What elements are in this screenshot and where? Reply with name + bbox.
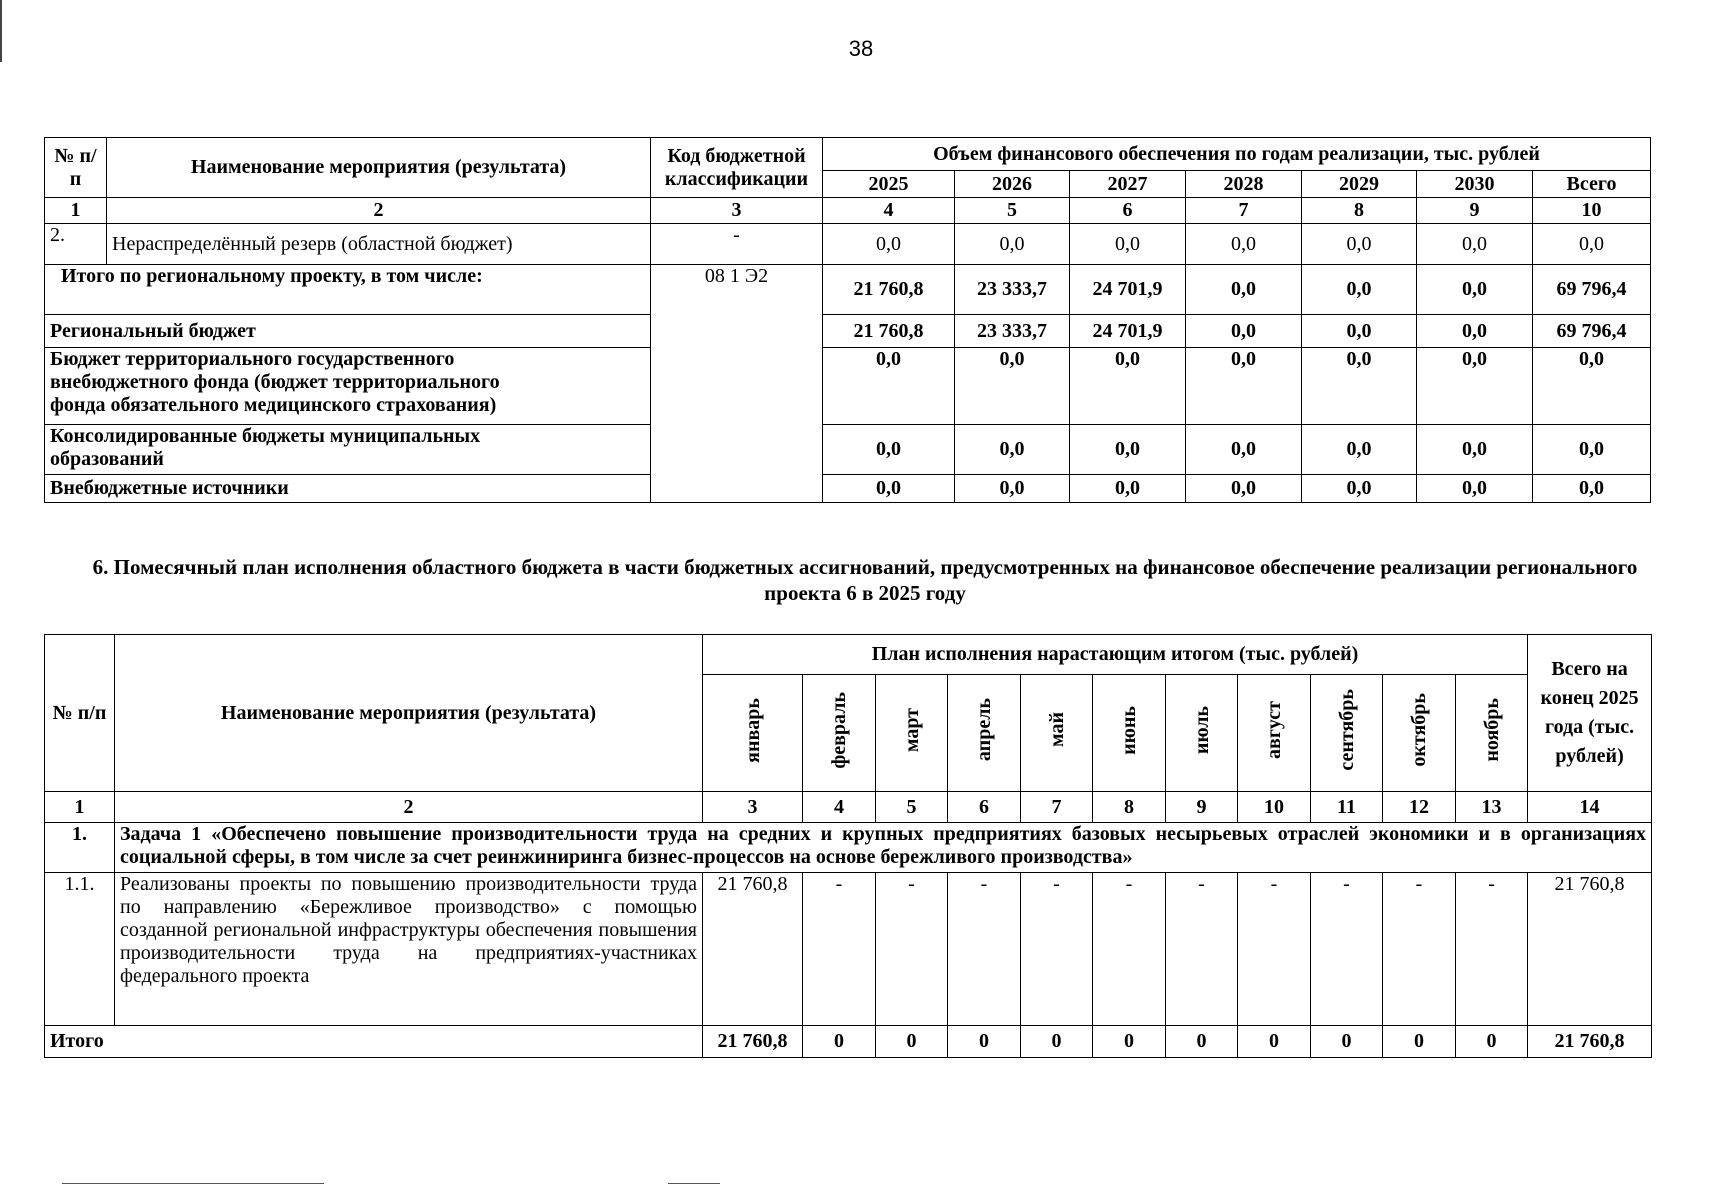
row-total: 21 760,8 — [1528, 873, 1652, 1026]
col-index: 13 — [1456, 792, 1528, 823]
value-cell: 0 — [1238, 1026, 1311, 1058]
col-index: 6 — [948, 792, 1021, 823]
column-index-row — [45, 792, 1652, 823]
month-header-april: апрель — [948, 675, 1021, 792]
value-cell: - — [876, 873, 948, 1026]
month-header-november: ноябрь — [1456, 675, 1528, 792]
month-header-july: июль — [1166, 675, 1238, 792]
value-cell: 0,0 — [1417, 475, 1533, 503]
col-index: 8 — [1093, 792, 1166, 823]
col-index: 1 — [45, 792, 115, 823]
year-header: 2026 — [955, 171, 1070, 198]
col-index: 2 — [115, 792, 703, 823]
value-cell: 0,0 — [1417, 265, 1533, 315]
col-index: 2 — [107, 198, 651, 224]
value-cell: 0,0 — [1302, 265, 1417, 315]
row-name: Реализованы проекты по повышению производительности труда по направлению «Бережливое производство» с помощью созданной региональной инфраструктуры обеспечения повышения производительности труда на предприятиях-участниках федерального проекта — [115, 873, 703, 1026]
table-row — [45, 873, 1652, 1026]
table-row — [45, 224, 1651, 265]
header-num: № п/п — [45, 138, 107, 198]
header-name: Наименование мероприятия (результата) — [115, 635, 703, 792]
value-cell: 21 760,8 — [823, 265, 955, 315]
value-cell: 24 701,9 — [1070, 265, 1186, 315]
month-header-september: сентябрь — [1311, 675, 1383, 792]
table-row — [45, 475, 1651, 503]
footer-line — [62, 1183, 324, 1184]
year-header: 2025 — [823, 171, 955, 198]
col-index: 3 — [703, 792, 803, 823]
header-row — [45, 138, 1651, 171]
value-cell: 0,0 — [1186, 224, 1302, 265]
total-label: Итого — [45, 1026, 703, 1058]
row-name: Региональный бюджет — [45, 315, 651, 348]
value-cell: 21 760,8 — [703, 873, 803, 1026]
value-cell: 69 796,4 — [1533, 315, 1651, 348]
col-index: 10 — [1533, 198, 1651, 224]
year-header: 2029 — [1302, 171, 1417, 198]
value-cell: 0 — [876, 1026, 948, 1058]
month-header-august: август — [1238, 675, 1311, 792]
value-cell: 0,0 — [1417, 348, 1533, 425]
value-cell: 0,0 — [1302, 348, 1417, 425]
value-cell: 0,0 — [1533, 224, 1651, 265]
month-header-february: февраль — [803, 675, 876, 792]
col-index: 5 — [955, 198, 1070, 224]
value-cell: - — [1383, 873, 1456, 1026]
header-total: Всего на конец 2025 года (тыс. рублей) — [1528, 635, 1652, 792]
col-index: 1 — [45, 198, 107, 224]
footer-line — [668, 1183, 720, 1184]
value-cell: 24 701,9 — [1070, 315, 1186, 348]
value-cell: 0,0 — [1070, 425, 1186, 475]
value-cell: 21 760,8 — [703, 1026, 803, 1058]
col-index: 7 — [1186, 198, 1302, 224]
col-index: 6 — [1070, 198, 1186, 224]
col-index: 4 — [823, 198, 955, 224]
row-name: Внебюджетные источники — [45, 475, 651, 503]
value-cell: 0,0 — [823, 425, 955, 475]
task-row — [45, 823, 1652, 873]
header-row — [45, 635, 1652, 675]
funding-table — [44, 137, 1651, 503]
column-index-row — [45, 198, 1651, 224]
table-row — [45, 348, 1651, 425]
col-index: 4 — [803, 792, 876, 823]
value-cell: 0,0 — [1302, 425, 1417, 475]
year-header: 2030 — [1417, 171, 1533, 198]
value-cell: 0 — [948, 1026, 1021, 1058]
total-header: Всего — [1533, 171, 1651, 198]
value-cell: 0 — [1456, 1026, 1528, 1058]
value-cell: 0 — [1093, 1026, 1166, 1058]
total-row — [45, 1026, 1652, 1058]
row-code: 08 1 Э2 — [651, 265, 823, 503]
value-cell: 23 333,7 — [955, 315, 1070, 348]
table-row — [45, 315, 1651, 348]
month-header-may: май — [1021, 675, 1093, 792]
value-cell: 0,0 — [1533, 425, 1651, 475]
row-name: Нераспределённый резерв (областной бюджет) — [107, 224, 651, 265]
value-cell: 0,0 — [955, 348, 1070, 425]
value-cell: 0,0 — [1417, 224, 1533, 265]
value-cell: 0,0 — [823, 224, 955, 265]
col-index: 11 — [1311, 792, 1383, 823]
value-cell: 0,0 — [1070, 224, 1186, 265]
month-header-january: январь — [703, 675, 803, 792]
month-header-june: июнь — [1093, 675, 1166, 792]
value-cell: - — [1021, 873, 1093, 1026]
col-index: 14 — [1528, 792, 1652, 823]
value-cell: 0,0 — [1417, 315, 1533, 348]
table-row — [45, 265, 1651, 315]
value-cell: 0,0 — [1070, 348, 1186, 425]
value-cell: - — [1311, 873, 1383, 1026]
col-index: 5 — [876, 792, 948, 823]
year-header: 2028 — [1186, 171, 1302, 198]
header-funding: Объем финансового обеспечения по годам реализации, тыс. рублей — [823, 138, 1651, 171]
value-cell: 21 760,8 — [823, 315, 955, 348]
col-index: 8 — [1302, 198, 1417, 224]
header-plan: План исполнения нарастающим итогом (тыс. рублей) — [703, 635, 1528, 675]
row-name: Итого по региональному проекту, в том числе: — [45, 265, 651, 315]
value-cell: 0,0 — [1302, 224, 1417, 265]
grand-total: 21 760,8 — [1528, 1026, 1652, 1058]
value-cell: 0,0 — [1186, 348, 1302, 425]
month-header-october: октябрь — [1383, 675, 1456, 792]
col-index: 12 — [1383, 792, 1456, 823]
header-name: Наименование мероприятия (результата) — [107, 138, 651, 198]
task-num: 1. — [45, 823, 115, 873]
value-cell: 0,0 — [955, 425, 1070, 475]
section-title: 6. Помесячный план исполнения областного бюджета в части бюджетных ассигнований, предусмотренных на финансовое обеспечение реализации регионального проекта 6 в 2025 году — [92, 555, 1638, 605]
col-index: 3 — [651, 198, 823, 224]
value-cell: 0,0 — [1186, 315, 1302, 348]
value-cell: 0 — [1311, 1026, 1383, 1058]
row-num: 2. — [45, 224, 107, 265]
value-cell: 0,0 — [1302, 475, 1417, 503]
monthly-plan-table — [44, 634, 1652, 1058]
value-cell: - — [948, 873, 1021, 1026]
value-cell: 0,0 — [1533, 475, 1651, 503]
value-cell: 0,0 — [1302, 315, 1417, 348]
table-row — [45, 425, 1651, 475]
value-cell: - — [1456, 873, 1528, 1026]
value-cell: 0,0 — [1186, 475, 1302, 503]
value-cell: 0 — [803, 1026, 876, 1058]
page-number: 38 — [848, 36, 874, 61]
value-cell: - — [1238, 873, 1311, 1026]
value-cell: 0,0 — [1186, 265, 1302, 315]
row-num: 1.1. — [45, 873, 115, 1026]
value-cell: 0 — [1383, 1026, 1456, 1058]
value-cell: - — [1166, 873, 1238, 1026]
col-index: 9 — [1417, 198, 1533, 224]
value-cell: 23 333,7 — [955, 265, 1070, 315]
row-code: - — [651, 224, 823, 265]
value-cell: 0,0 — [1533, 348, 1651, 425]
value-cell: 0,0 — [823, 348, 955, 425]
value-cell: 0 — [1021, 1026, 1093, 1058]
header-num: № п/п — [45, 635, 115, 792]
value-cell: - — [1093, 873, 1166, 1026]
value-cell: 0,0 — [823, 475, 955, 503]
value-cell: 0 — [1166, 1026, 1238, 1058]
row-name: Бюджет территориального государственного внебюджетного фонда (бюджет территориального фонда обязательного медицинского страхования) — [45, 348, 651, 425]
header-code: Код бюджетной классификации — [651, 138, 823, 198]
value-cell: 69 796,4 — [1533, 265, 1651, 315]
task-text: Задача 1 «Обеспечено повышение производительности труда на средних и крупных предприятиях базовых несырьевых отраслей экономики и в организациях социальной сферы, в том числе за счет реинжиниринга бизнес-процессов на основе бережливого производства» — [115, 823, 1652, 873]
col-index: 9 — [1166, 792, 1238, 823]
month-header-march: март — [876, 675, 948, 792]
value-cell: 0,0 — [955, 475, 1070, 503]
col-index: 7 — [1021, 792, 1093, 823]
row-name: Консолидированные бюджеты муниципальных образований — [45, 425, 651, 475]
col-index: 10 — [1238, 792, 1311, 823]
year-header: 2027 — [1070, 171, 1186, 198]
value-cell: 0,0 — [1070, 475, 1186, 503]
value-cell: - — [803, 873, 876, 1026]
value-cell: 0,0 — [955, 224, 1070, 265]
value-cell: 0,0 — [1417, 425, 1533, 475]
value-cell: 0,0 — [1186, 425, 1302, 475]
